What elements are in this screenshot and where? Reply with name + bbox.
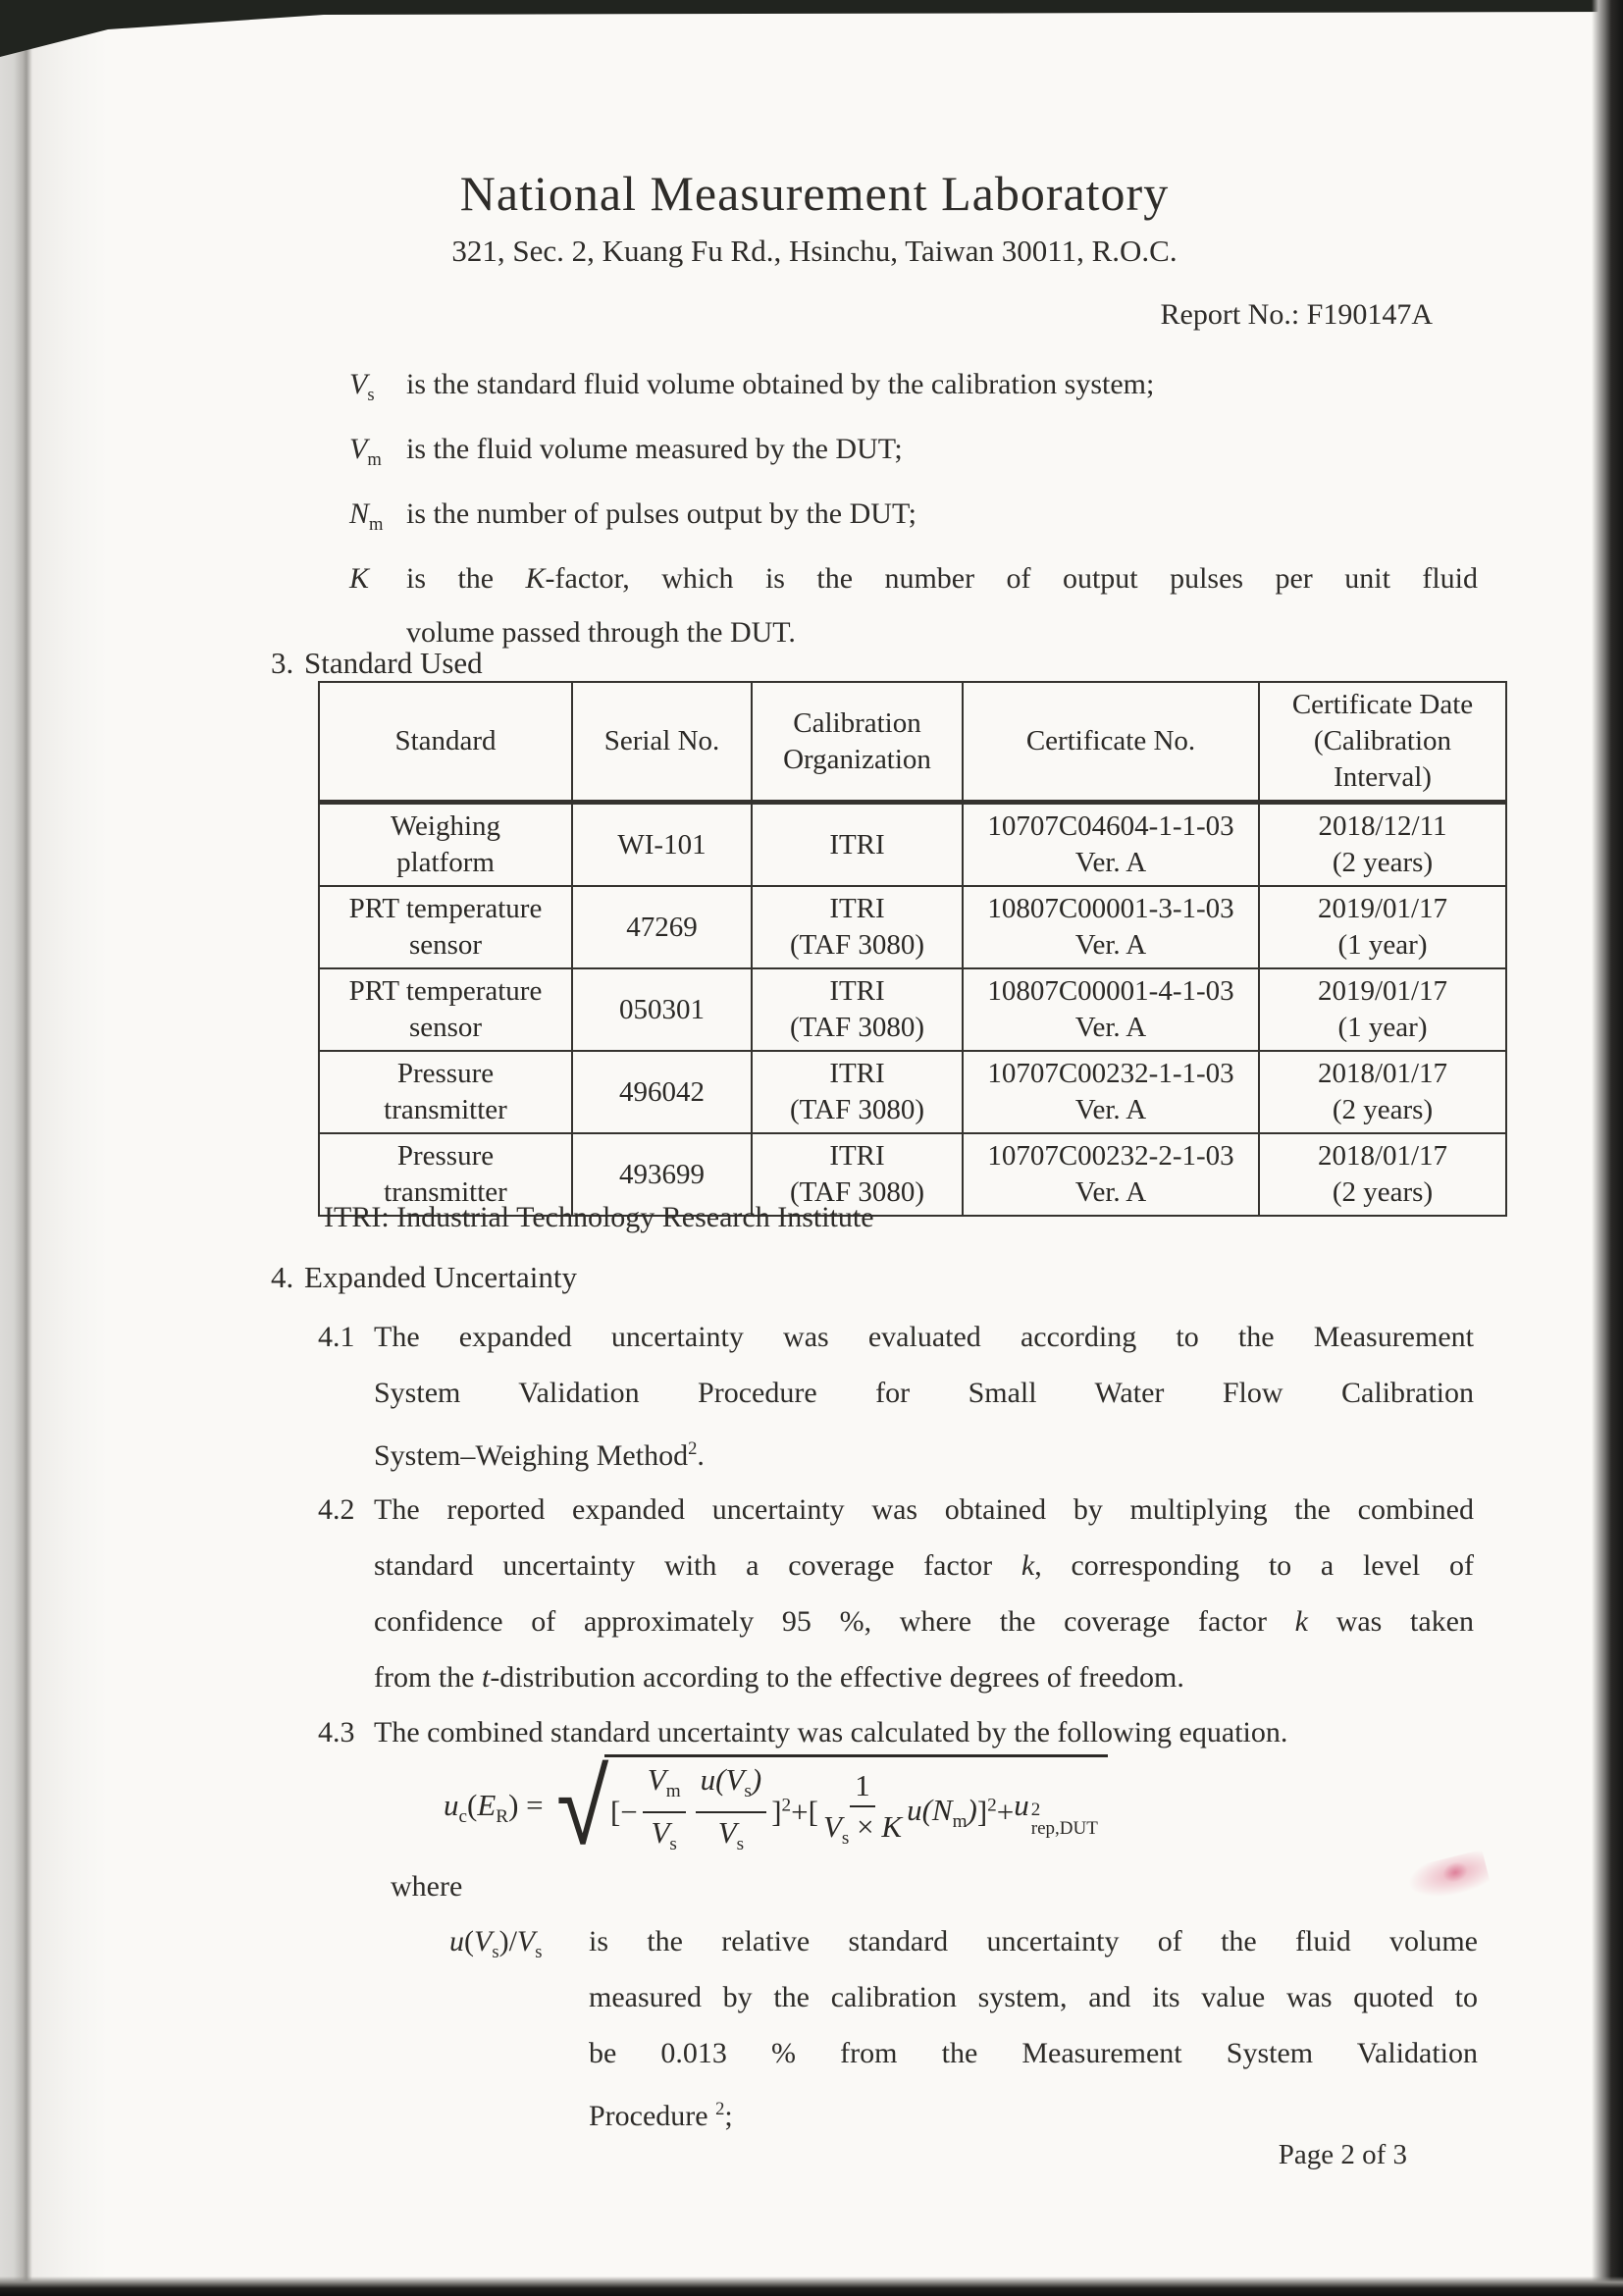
u-nm-term: $u(N_m)$ bbox=[907, 1792, 977, 1832]
radical-sign: √ bbox=[555, 1747, 608, 1869]
fraction-one-vsk: $\frac{1}{V_s \times K}$ bbox=[822, 1768, 903, 1850]
table-row: Weighing platform WI-101 ITRI 10707C04604-1-1-03 Ver. A 2018/12/11 (2 years) bbox=[319, 803, 1506, 887]
table-row: Pressure transmitter 496042 ITRI (TAF 3080) 10707C00232-1-1-03 Ver. A 2018/01/17 (2 years) bbox=[319, 1051, 1506, 1133]
definition-vm-text: is the fluid volume measured by the DUT; bbox=[406, 433, 903, 465]
symbol-nm: N bbox=[349, 497, 370, 530]
scan-bottom-edge bbox=[0, 2276, 1623, 2296]
report-number: Report No.: F190147A bbox=[1160, 298, 1433, 331]
definition-nm-text: is the number of pulses output by the DUT; bbox=[406, 497, 916, 530]
where-label: where bbox=[391, 1870, 463, 1903]
col-serial: Serial No. bbox=[572, 682, 752, 803]
lab-address: 321, Sec. 2, Kuang Fu Rd., Hsinchu, Taiwan 30011, R.O.C. bbox=[451, 234, 1178, 268]
table-row: Pressure transmitter 493699 ITRI (TAF 3080) 10707C00232-2-1-03 Ver. A 2018/01/17 (2 years) bbox=[319, 1133, 1506, 1216]
scan-right-edge bbox=[1592, 0, 1623, 2296]
fraction-vm-vs: $\frac{V_m}{V_s}$ bbox=[643, 1763, 686, 1861]
col-certificate: Certificate No. bbox=[963, 682, 1259, 803]
paragraph-4-3: 4.3 The combined standard uncertainty was calculated by the following equation. bbox=[318, 1704, 1474, 1760]
page-number: Page 2 of 3 bbox=[1278, 2139, 1407, 2170]
uvs-symbol: $u(V_s)/V_s$ bbox=[449, 1925, 543, 1962]
uncertainty-equation bbox=[444, 1747, 1108, 1869]
lab-title: National Measurement Laboratory bbox=[459, 166, 1170, 221]
scan-left-edge bbox=[0, 0, 108, 2296]
table-row: PRT temperature sensor 47269 ITRI (TAF 3080) 10807C00001-3-1-03 Ver. A 2019/01/17 (1 year) bbox=[319, 886, 1506, 968]
section-3-number: 3. bbox=[271, 646, 294, 680]
col-standard: Standard bbox=[319, 682, 572, 803]
scan-top-edge bbox=[0, 0, 1623, 59]
definition-vm: $V_m$ is the fluid volume measured by the DUT; bbox=[349, 422, 1478, 487]
paragraph-4-1: 4.1 The expanded uncertainty was evaluated according to the Measurement System Validation Procedure for Small Water Flow Calibration System–Weighing Method$^2$. bbox=[318, 1309, 1474, 1484]
symbol-k: K bbox=[349, 562, 370, 595]
table-header-row bbox=[319, 682, 1506, 803]
equation-radicand: [− $\frac{V_m}{V_s}$ $\frac{u(V_s)}{V_s}$ ]$^2$+[ $\frac{1}{V_s \times K}$ $u(N_m)$ ]$^2$+ u 2 rep,DUT bbox=[604, 1754, 1108, 1861]
definition-nm: $N_m$ is the number of pulses output by the DUT; bbox=[349, 487, 1478, 551]
section-3-title: Standard Used bbox=[304, 646, 483, 680]
col-organization: Calibration Organization bbox=[752, 682, 963, 803]
section-4-heading bbox=[271, 1260, 577, 1295]
symbol-definitions bbox=[349, 357, 1478, 659]
u-rep-dut-term: u 2 rep,DUT bbox=[1014, 1787, 1098, 1839]
section-3-heading bbox=[271, 646, 483, 681]
table-row: PRT temperature sensor 050301 ITRI (TAF 3080) 10807C00001-4-1-03 Ver. A 2019/01/17 (1 year) bbox=[319, 968, 1506, 1051]
paragraph-4-2: 4.2 The reported expanded uncertainty was obtained by multiplying the combined standard uncertainty with a coverage factor k, corresponding to a level of confidence of approximately 95 %, where the coverage factor k was taken from the t-distribution according to the effective degrees of freedom. bbox=[318, 1482, 1474, 1705]
itri-note: ITRI: Industrial Technology Research Institute bbox=[324, 1201, 874, 1233]
paragraph-4-3-number: 4.3 bbox=[318, 1716, 355, 1748]
paragraph-4-2-number: 4.2 bbox=[318, 1493, 355, 1526]
section-4-number: 4. bbox=[271, 1260, 294, 1294]
uvs-definition: $u(V_s)/V_s$ is the relative standard uncertainty of the fluid volume measured by the calibration system, and its value was quoted to be 0.013 % from the Measurement System Validation Procedure $^2$; bbox=[449, 1913, 1478, 2144]
standards-table bbox=[318, 681, 1507, 1217]
definition-vs-text: is the standard fluid volume obtained by the calibration system; bbox=[406, 368, 1155, 400]
col-certificate-date: Certificate Date (Calibration Interval) bbox=[1259, 682, 1506, 803]
definition-vs: $V_s$ is the standard fluid volume obtained by the calibration system; bbox=[349, 357, 1478, 422]
definition-k-text: is the K-factor, which is the number of output pulses per unit fluid volume passed through the DUT. bbox=[406, 562, 1478, 649]
fraction-uvs-vs: $\frac{u(V_s)}{V_s}$ bbox=[696, 1763, 767, 1861]
symbol-vs: V bbox=[349, 368, 368, 400]
paragraph-4-1-number: 4.1 bbox=[318, 1321, 355, 1353]
equation-lhs: $u_c(E_R)$ = bbox=[444, 1788, 544, 1828]
section-4-title: Expanded Uncertainty bbox=[304, 1260, 578, 1294]
definition-k bbox=[349, 551, 1478, 659]
symbol-vm: V bbox=[349, 433, 368, 465]
